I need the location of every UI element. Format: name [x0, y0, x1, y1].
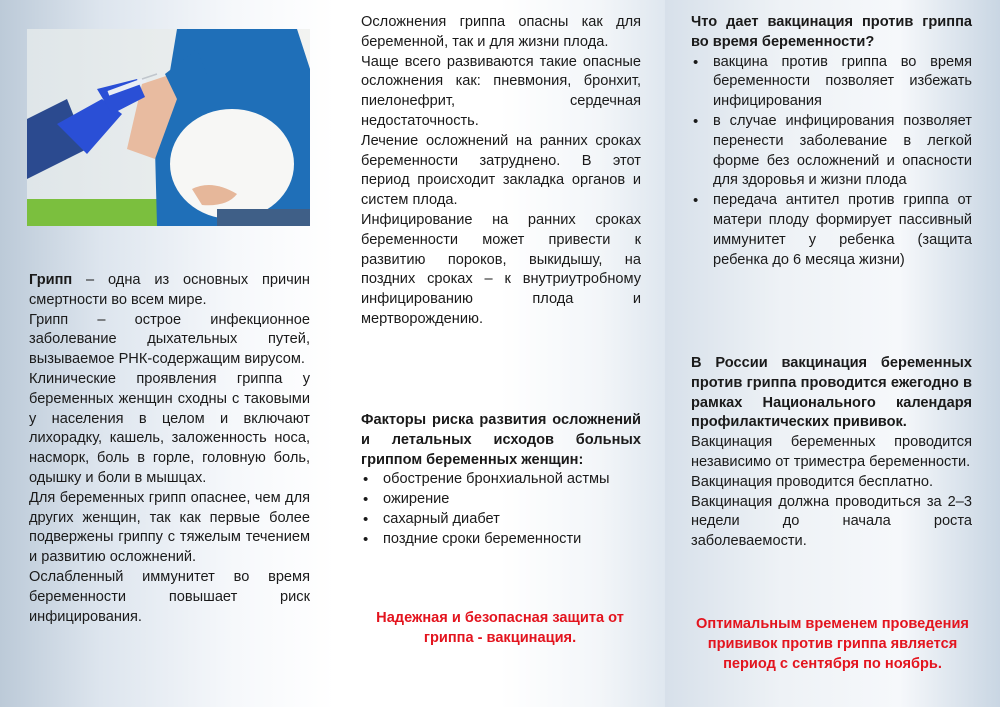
risk-heading [361, 411, 641, 470]
panel-right [665, 0, 1000, 707]
benefit-item: • передача антител против гриппа от матери плоду формирует пассивный иммунитет у ребенка (защита ребенка до 6 месяца жизни) [691, 191, 972, 270]
intro-term: Грипп [29, 272, 73, 288]
russia-timing: Вакцинация должна проводиться за 2–3 недели до начала роста заболеваемости. [691, 493, 972, 550]
flu-definition: Грипп – острое инфекционное заболевание дыхательных путей, вызываемое РНК-содержащим вирусом. [29, 311, 310, 368]
panel-middle [335, 0, 665, 707]
left-text-block [29, 271, 310, 627]
russia-calendar-text: В России вакцинация беременных против гриппа проводится ежегодно в рамках Национального календаря профилактических прививок. [691, 355, 972, 431]
russia-block [691, 354, 972, 552]
early-treatment: Лечение осложнений на ранних сроках беременности затруднено. В этот период происходит закладка органов и систем плода. [361, 132, 641, 209]
risk-list [361, 470, 641, 549]
benefits-block [691, 13, 972, 270]
russia-free: Вакцинация проводится бесплатно. [691, 473, 934, 490]
benefit-item: • в случае инфицирования позволяет перенести заболевание в легкой форме без осложнений и опасности для здоровья и жизни плода [691, 112, 972, 191]
right-slogan: Оптимальным временем проведения прививок против гриппа является период с сентября по ноябрь. [696, 616, 969, 672]
intro-paragraph [29, 271, 310, 311]
risk-item: • ожирение [361, 490, 641, 510]
middle-slogan: Надежная и безопасная защита от гриппа - вакцинация. [376, 610, 624, 646]
weak-immunity: Ослабленный иммунитет во время беременности повышает риск инфицирования. [29, 568, 310, 625]
complications-list: Чаще всего развиваются такие опасные осложнения как: пневмония, бронхит, пиелонефрит, сердечная недостаточность. [361, 53, 641, 129]
risk-item: • поздние сроки беременности [361, 530, 641, 550]
vaccination-photo-illustration [27, 29, 310, 226]
complications-block [361, 13, 641, 330]
panel-left [0, 0, 335, 707]
clinical-signs: Клинические проявления гриппа у беременных женщин сходны с таковыми у населения в целом и включают лихорадку, кашель, заложенность носа, насморк, боль в горле, головную боль, одышку и боли в мышцах. [29, 370, 310, 486]
benefit-item: • вакцина против гриппа во время беременности позволяет избежать инфицирования [691, 53, 972, 112]
intro-rest: – одна из основных причин смертности во всем мире. [29, 272, 310, 308]
russia-calendar [691, 354, 972, 433]
complications-intro: Осложнения гриппа опасны как для беременной, так и для жизни плода. [361, 14, 641, 50]
russia-trimester: Вакцинация беременных проводится независимо от триместра беременности. [691, 434, 972, 470]
risk-item: • обострение бронхиальной астмы [361, 470, 641, 490]
benefits-heading-text: Что дает вакцинация против гриппа во время беременности? [691, 14, 972, 50]
pregnancy-danger: Для беременных грипп опаснее, чем для других женщин, так как первые более подвержены гриппу с тяжелым течением и развитию осложнений. [29, 489, 310, 566]
benefits-list [691, 53, 972, 271]
risk-heading-text: Факторы риска развития осложнений и летальных исходов больных гриппом беременных женщин: [361, 412, 641, 468]
benefits-heading [691, 13, 972, 53]
risk-item: • сахарный диабет [361, 510, 641, 530]
risk-factors-block [361, 411, 641, 550]
vaccination-photo [27, 29, 310, 226]
infection-consequences: Инфицирование на ранних сроках беременности может привести к развитию пороков, выкидышу, на поздних сроках – к внутриутробному инфицированию плода и мертворождению. [361, 211, 641, 327]
